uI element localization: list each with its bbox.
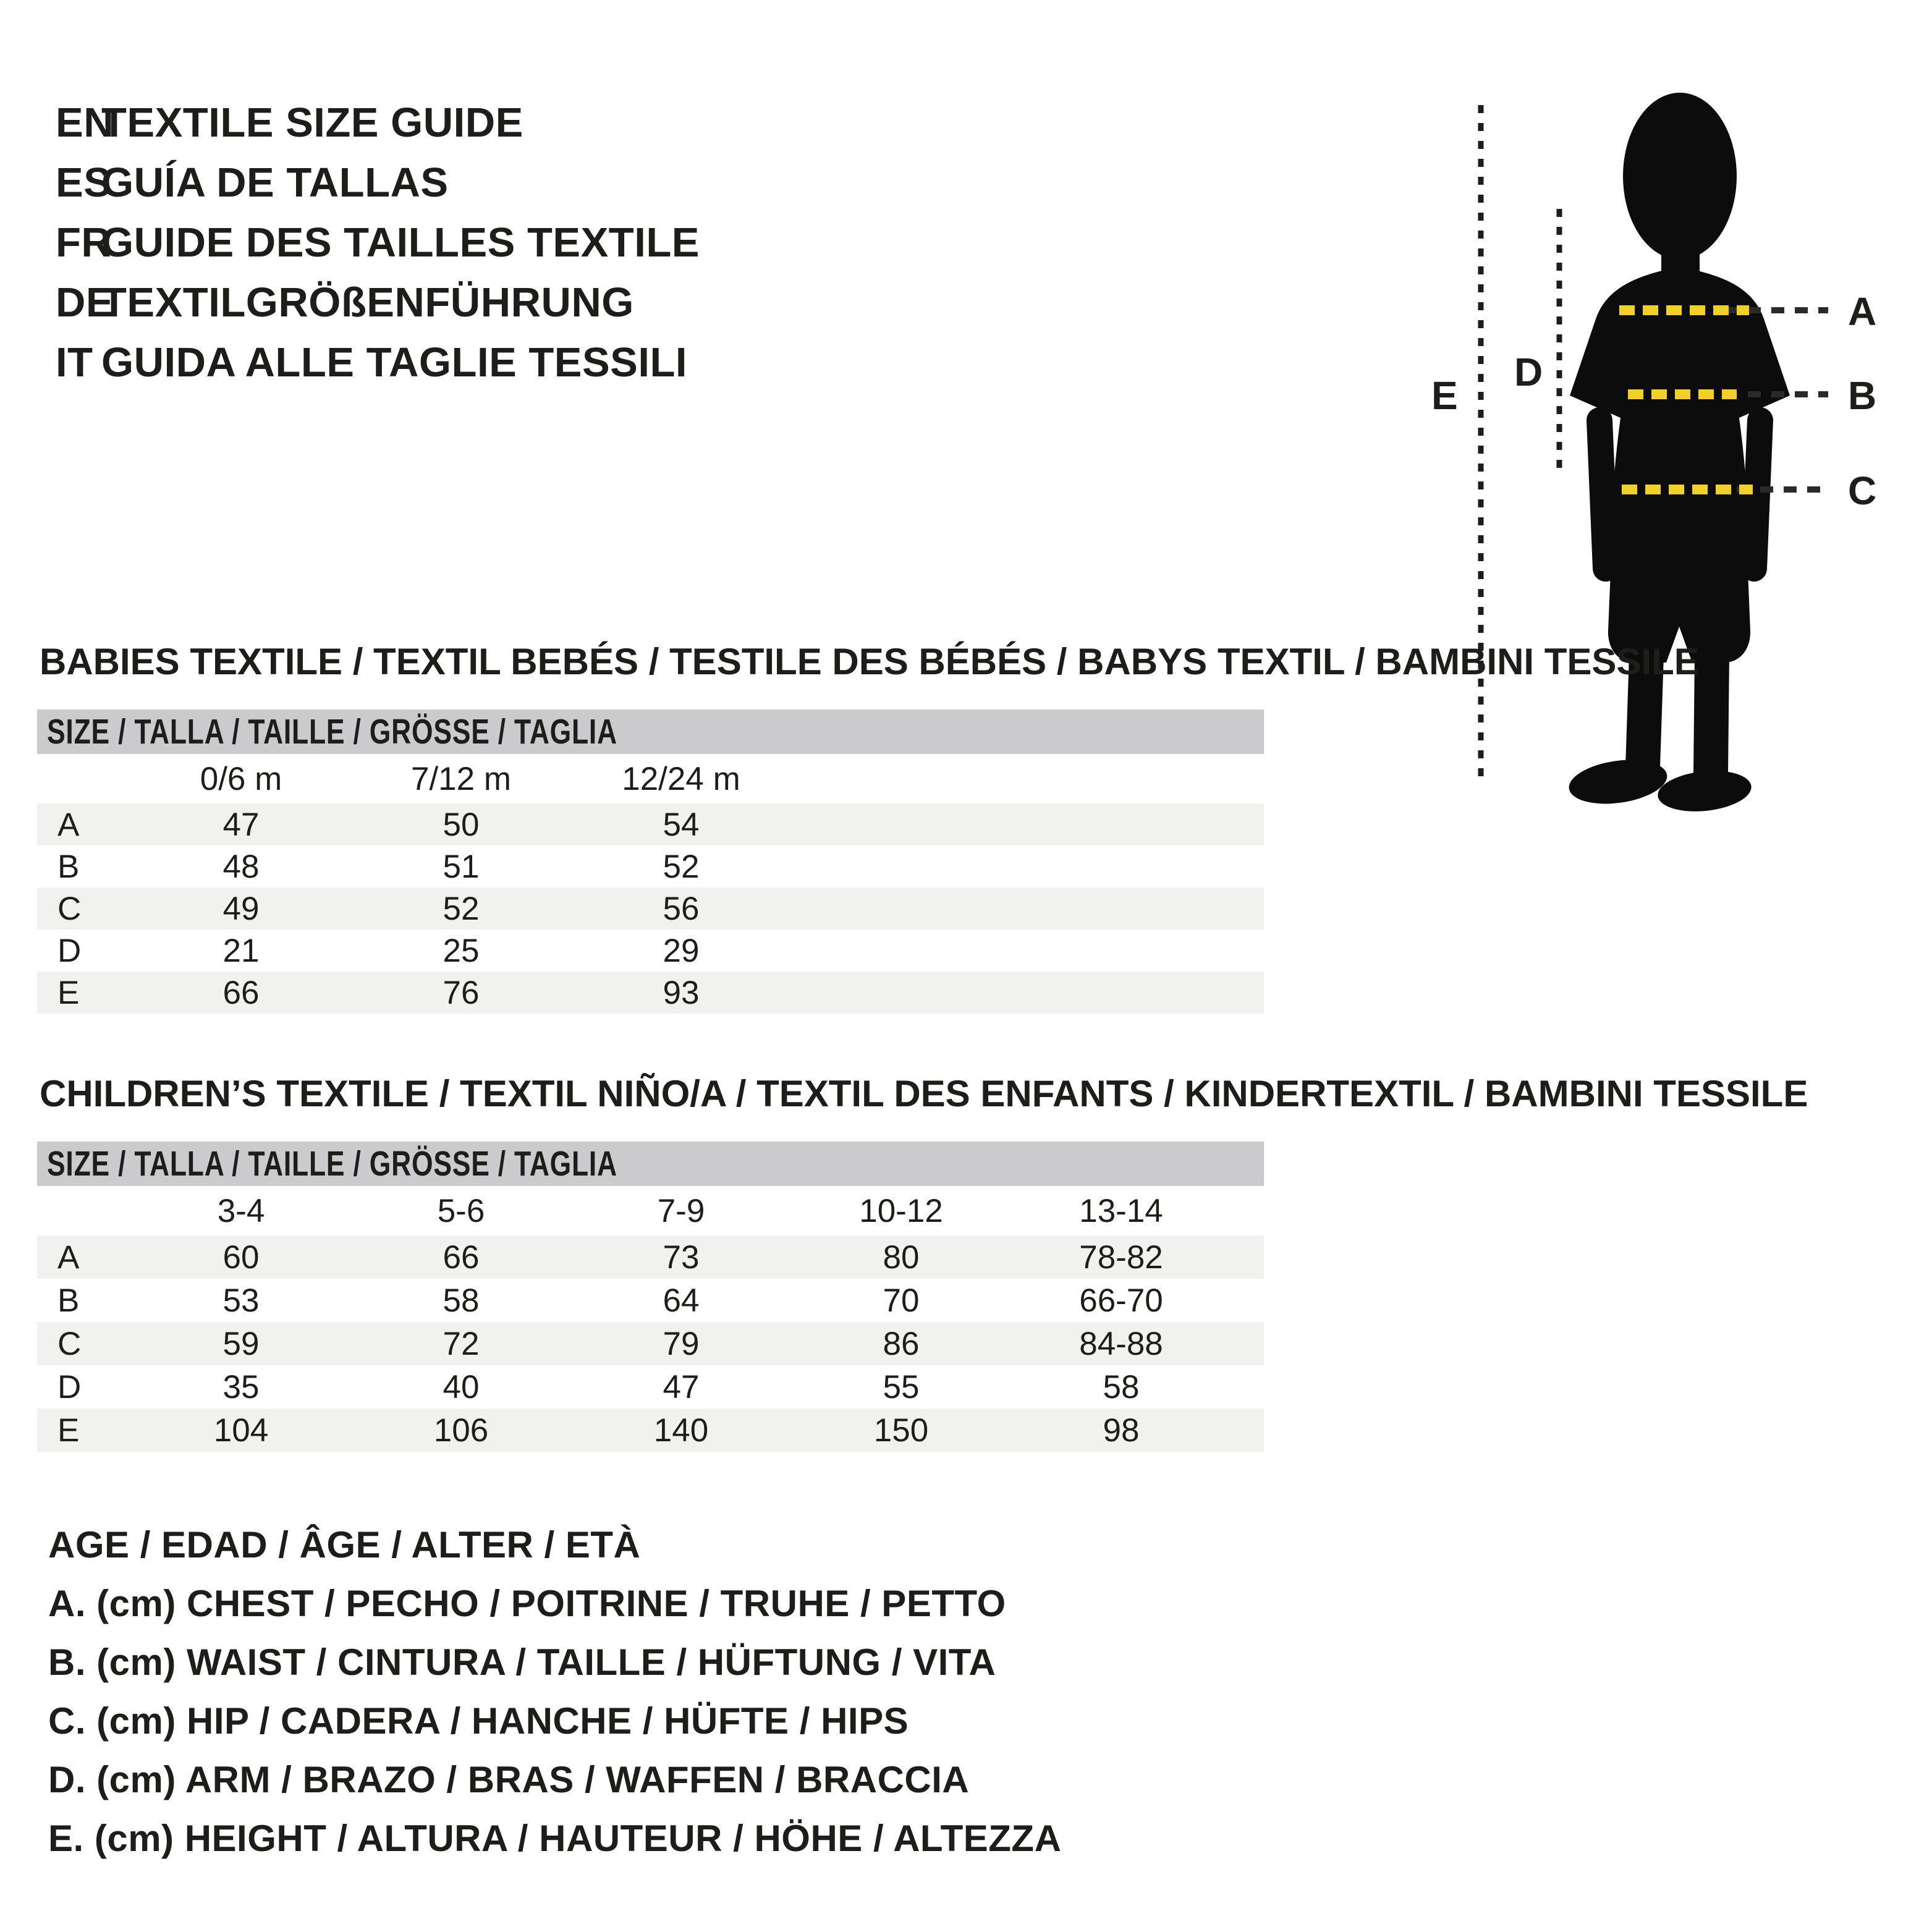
silhouette-right-shoe: [1656, 766, 1753, 816]
table-cell: 29: [663, 932, 700, 969]
table-cell: 40: [443, 1368, 480, 1405]
row-label: D: [57, 1368, 82, 1405]
table-cell: 66: [222, 974, 260, 1011]
silhouette-left-arm: [1599, 420, 1606, 569]
child-silhouette-diagram: [1415, 49, 1932, 816]
row-label: E: [57, 1412, 80, 1449]
table-cell: 58: [1103, 1368, 1140, 1405]
measure-label-d: D: [1514, 350, 1543, 394]
table-row: [37, 972, 1264, 1014]
table-cell: 54: [663, 806, 700, 843]
children-size-table: [37, 1142, 1264, 1452]
table-cell: 53: [222, 1282, 260, 1319]
language-code: EN: [56, 100, 114, 146]
list-item: [56, 333, 700, 392]
column-header: 7-9: [657, 1192, 705, 1229]
table-cell: 51: [443, 848, 480, 885]
table-cell: 93: [663, 974, 700, 1011]
row-label: A: [57, 806, 80, 843]
table-cell: 86: [883, 1325, 920, 1362]
row-label: B: [57, 848, 80, 885]
table-cell: 59: [222, 1325, 260, 1362]
table-row: [37, 845, 1264, 888]
silhouette-right-arm: [1754, 420, 1760, 569]
measure-label-a: A: [1848, 289, 1877, 334]
babies-size-table: [37, 710, 1264, 1014]
column-header: 10-12: [859, 1192, 943, 1229]
table-cell: 48: [222, 848, 260, 885]
legend-arm-line: D. (cm) ARM / BRAZO / BRAS / WAFFEN / BRACCIA: [48, 1759, 970, 1800]
list-item: [56, 273, 700, 333]
table-cell: 78-82: [1079, 1239, 1163, 1276]
table-row: [37, 888, 1264, 930]
table-row: [37, 1235, 1264, 1279]
language-code: DE: [56, 279, 114, 326]
table-cell: 52: [663, 848, 700, 885]
table-cell: 72: [443, 1325, 480, 1362]
language-title: TEXTILE SIZE GUIDE: [101, 100, 523, 146]
table-cell: 98: [1103, 1412, 1140, 1449]
table-cell: 56: [663, 890, 700, 927]
table-cell: 52: [443, 890, 480, 927]
children-section-heading: CHILDREN’S TEXTILE / TEXTIL NIÑO/A / TEXTIL DES ENFANTS / KINDERTEXTIL / BAMBINI TESSILE: [40, 1073, 1808, 1114]
measure-label-c: C: [1848, 468, 1877, 513]
table-cell: 66: [443, 1239, 480, 1276]
column-header: 0/6 m: [200, 760, 282, 797]
table-cell: 73: [663, 1239, 700, 1276]
table-cell: 104: [213, 1412, 269, 1449]
table-cell: 47: [222, 806, 260, 843]
language-code: IT: [56, 339, 93, 386]
legend-waist-line: B. (cm) WAIST / CINTURA / TAILLE / HÜFTUNG / VITA: [48, 1642, 996, 1683]
row-label: C: [57, 1325, 82, 1362]
list-item: [56, 153, 700, 213]
silhouette-right-leg: [1711, 655, 1712, 773]
table-cell: 76: [443, 974, 480, 1011]
size-header-label: SIZE / TALLA / TAILLE / GRÖSSE / TAGLIA: [47, 1144, 617, 1184]
legend-hip-line: C. (cm) HIP / CADERA / HANCHE / HÜFTE / HIPS: [48, 1700, 909, 1742]
row-label: A: [57, 1239, 80, 1276]
size-header-label: SIZE / TALLA / TAILLE / GRÖSSE / TAGLIA: [47, 712, 617, 752]
measurement-legend: [48, 1515, 1061, 1868]
babies-section-heading: BABIES TEXTILE / TEXTIL BEBÉS / TESTILE DES BÉBÉS / BABYS TEXTIL / BAMBINI TESSILE: [40, 641, 1699, 682]
table-cell: 66-70: [1079, 1282, 1163, 1319]
table-cell: 79: [663, 1325, 700, 1362]
table-row: [37, 1186, 1264, 1235]
table-cell: 47: [663, 1368, 700, 1405]
language-title: TEXTILGRÖßENFÜHRUNG: [101, 279, 634, 326]
child-silhouette: [1566, 93, 1790, 816]
table-cell: 25: [443, 932, 480, 969]
children-size-header-bar: [37, 1142, 1264, 1186]
language-title: GUIDE DES TAILLES TEXTILE: [101, 219, 700, 266]
table-cell: 35: [222, 1368, 260, 1405]
column-header: 3-4: [217, 1192, 265, 1229]
table-cell: 64: [663, 1282, 700, 1319]
table-cell: 21: [222, 932, 260, 969]
table-cell: 70: [883, 1282, 920, 1319]
language-code: FR: [56, 219, 112, 266]
row-label: E: [57, 974, 80, 1011]
table-cell: 49: [222, 890, 260, 927]
language-title: GUÍA DE TALLAS: [101, 159, 449, 206]
table-cell: 58: [443, 1282, 480, 1319]
table-row: [37, 1365, 1264, 1409]
row-label: B: [57, 1282, 80, 1319]
babies-size-header-bar: [37, 710, 1264, 754]
language-title: GUIDA ALLE TAGLIE TESSILI: [101, 339, 688, 386]
column-header: 5-6: [437, 1192, 485, 1229]
table-cell: 140: [653, 1412, 709, 1449]
table-cell: 60: [222, 1239, 260, 1276]
list-item: [56, 93, 700, 153]
column-header: 7/12 m: [410, 760, 512, 797]
table-row: [37, 930, 1264, 972]
table-row: [37, 1409, 1264, 1452]
measure-label-b: B: [1848, 373, 1877, 418]
legend-chest-line: A. (cm) CHEST / PECHO / POITRINE / TRUHE / PETTO: [48, 1583, 1006, 1624]
table-cell: 150: [873, 1412, 929, 1449]
list-item: [56, 213, 700, 273]
legend-height-line: E. (cm) HEIGHT / ALTURA / HAUTEUR / HÖHE / ALTEZZA: [48, 1818, 1062, 1859]
table-cell: 55: [883, 1368, 920, 1405]
column-header: 13-14: [1079, 1192, 1163, 1229]
row-label: D: [57, 932, 82, 969]
column-header: 12/24 m: [622, 760, 740, 797]
table-row: [37, 1322, 1264, 1365]
table-cell: 80: [883, 1239, 920, 1276]
row-label: C: [57, 890, 82, 927]
table-row: [37, 803, 1264, 845]
table-cell: 84-88: [1079, 1325, 1163, 1362]
measure-label-e: E: [1431, 373, 1458, 418]
language-code: ES: [56, 159, 112, 206]
table-cell: 50: [443, 806, 480, 843]
table-cell: 106: [433, 1412, 489, 1449]
language-list: [56, 93, 700, 392]
table-row: [37, 1279, 1264, 1322]
legend-age-line: AGE / EDAD / ÂGE / ALTER / ETÀ: [48, 1524, 641, 1566]
measurement-figure: [1415, 49, 1932, 816]
table-row: [37, 754, 1264, 803]
